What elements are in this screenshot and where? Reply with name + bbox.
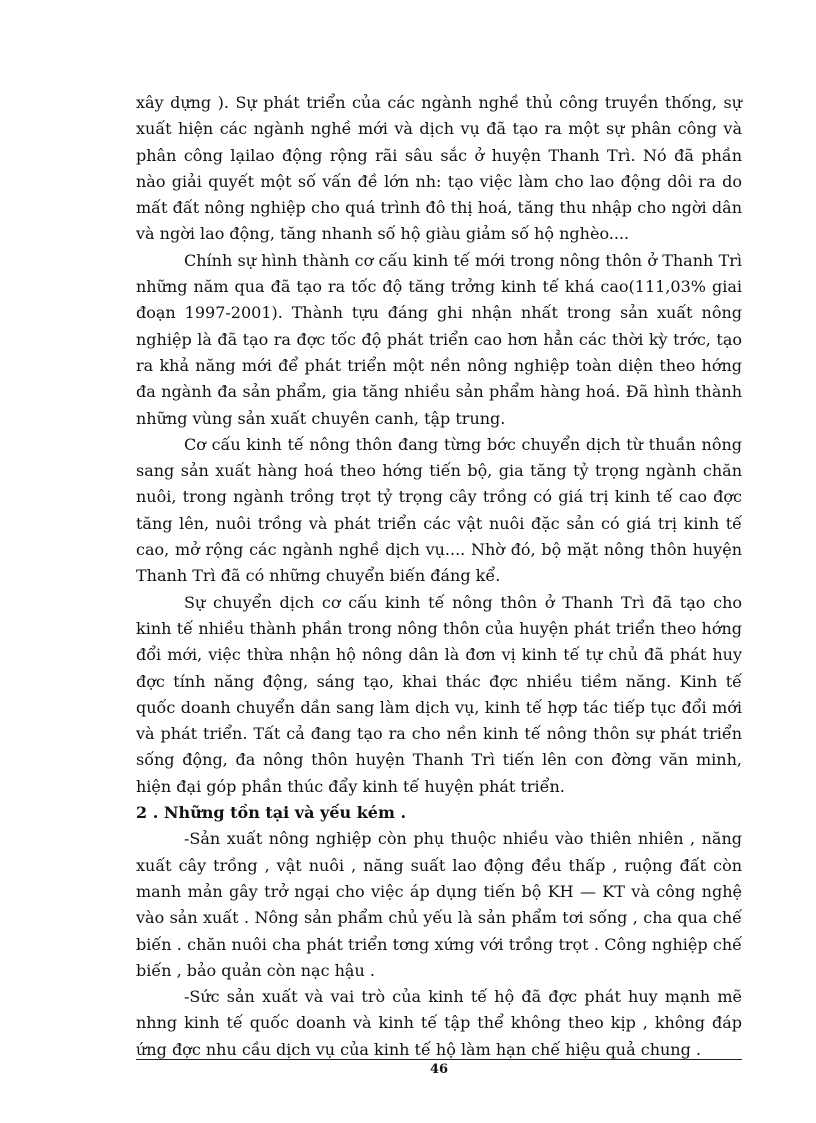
paragraph-6: -Sức sản xuất và vai trò của kinh tế hộ đã đợc phát huy mạnh mẽ nhng kinh tế quốc doanh và kinh tế tập thể không theo kịp , không đáp ứng đợc nhu cầu dịch vụ của kinh tế hộ làm hạn chế hiệu quả chung . — [136, 987, 742, 1059]
paragraph-5: -Sản xuất nông nghiệp còn phụ thuộc nhiều vào thiên nhiên , năng xuất cây trồng , vật nuôi , năng suất lao động đều thấp , ruộng đất còn manh mản gây trở ngại cho việc áp dụng tiến bộ KH — KT và công nghệ vào sản xuất . Nông sản phẩm chủ yếu là sản phẩm tơi sống , cha qua chế biến . chăn nuôi cha phát triển tơng xứng với trồng trọt . Công nghiệp chế biến , bảo quản còn nạc hậu . — [136, 829, 742, 980]
footer-divider — [136, 1059, 742, 1060]
paragraph-3: Cơ cấu kinh tế nông thôn đang từng bớc chuyển dịch từ thuần nông sang sản xuất hàng hoá theo hớng tiến bộ, gia tăng tỷ trọng ngành chăn nuôi, trong ngành trồng trọt tỷ trọng cây trồng có giá trị kinh tế cao đợc tăng lên, nuôi trồng và phát triển các vật nuôi đặc sản có giá trị kinh tế cao, mở rộng các ngành nghề dịch vụ.... Nhờ đó, bộ mặt nông thôn huyện Thanh Trì đã có những chuyển biến đáng kể. — [136, 434, 742, 586]
page-number: 46 — [429, 1062, 449, 1077]
paragraph-4: Sự chuyển dịch cơ cấu kinh tế nông thôn ở Thanh Trì đã tạo cho kinh tế nhiều thành phần trong nông thôn của huyện phát triển theo hớng đổi mới, việc thừa nhận hộ nông dân là đơn vị kinh tế tự chủ đã phát huy đợc tính năng động, sáng tạo, khai thác đợc nhiều tiềm năng. Kinh tế quốc doanh chuyển dần sang làm dịch vụ, kinh tế hợp tác tiếp tục đổi mới và phát triển. Tất cả đang tạo ra cho nền kinh tế nông thôn sự phát triển sống động, đa nông thôn huyện Thanh Trì tiến lên con đờng văn minh, hiện đại góp phần thúc đẩy kinh tế huyện phát triển. — [136, 592, 742, 796]
document-body — [136, 90, 742, 1063]
paragraph-2: Chính sự hình thành cơ cấu kinh tế mới trong nông thôn ở Thanh Trì những năm qua đã tạo ra tốc độ tăng trởng kinh tế khá cao(111,03% giai đoạn 1997-2001). Thành tựu đáng ghi nhận nhất trong sản xuất nông nghiệp là đã tạo ra đợc tốc độ phát triển cao hơn hẳn các thời kỳ trớc, tạo ra khả năng mới để phát triển một nền nông nghiệp toàn diện theo hớng đa ngành đa sản phẩm, gia tăng nhiều sản phẩm hàng hoá. Đã hình thành những vùng sản xuất chuyên canh, tập trung. — [136, 250, 742, 428]
section-heading: 2 . Những tồn tại và yếu kém . — [136, 803, 407, 823]
paragraph-1: xây dựng ). Sự phát triển của các ngành nghề thủ công truyền thống, sự xuất hiện các ngành nghề mới và dịch vụ đã tạo ra một sự phân công và phân công lạilao động rộng rãi sâu sắc ở huyện Thanh Trì. Nó đã phần nào giải quyết một số vấn đề lớn nh: tạo việc làm cho lao động dôi ra do mất đất nông nghiệp cho quá trình đô thị hoá, tăng thu nhập cho ngời dân và ngời lao động, tăng nhanh số hộ giàu giảm số hộ nghèo.... — [136, 93, 742, 244]
